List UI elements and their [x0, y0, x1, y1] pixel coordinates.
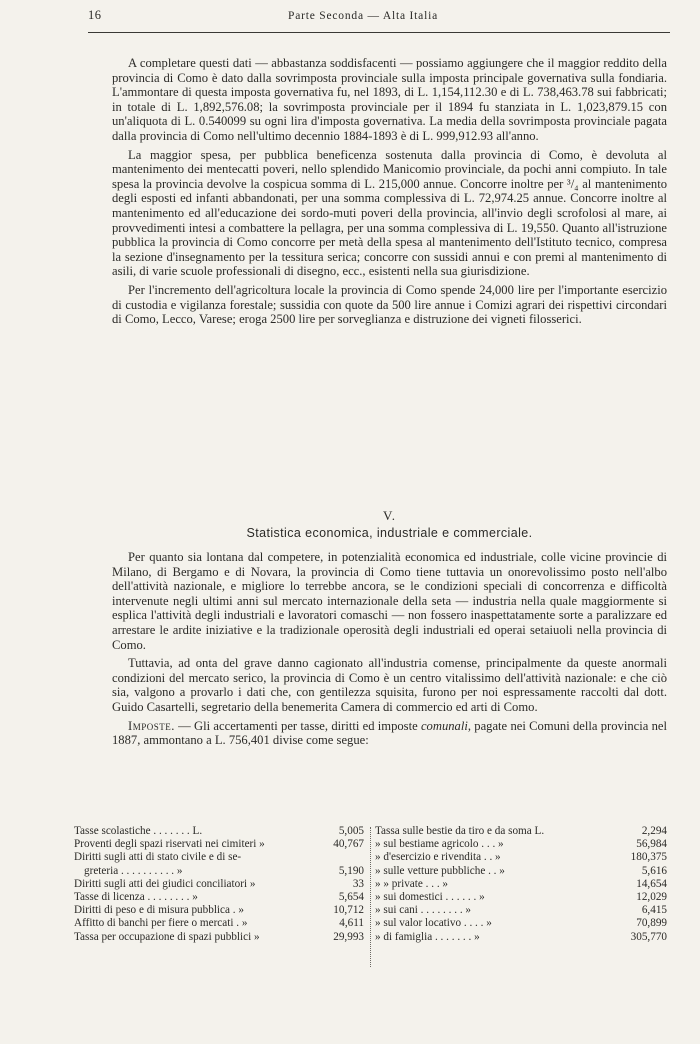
row-value: 305,770 — [630, 930, 667, 943]
imposte-text-before: — Gli accertamenti per tasse, diritti ed imposte — [174, 718, 421, 733]
row-label: » sul valor locativo . . . . » — [375, 917, 492, 930]
running-title: Parte Seconda — Alta Italia — [288, 10, 438, 22]
row-value: 33 — [352, 877, 364, 890]
row-label: Tasse scolastiche . . . . . . . L. — [74, 825, 203, 837]
table-row — [74, 878, 364, 891]
table-row — [74, 891, 364, 904]
row-value: 6,415 — [641, 904, 667, 917]
row-value: 40,767 — [333, 838, 364, 851]
table-row — [375, 904, 667, 917]
row-label: Diritti di peso e di misura pubblica . » — [74, 904, 244, 917]
section-title: Statistica economica, industriale e commerciale. — [246, 526, 533, 540]
row-value: 10,712 — [333, 904, 364, 917]
section-numeral: V. — [383, 508, 396, 523]
row-value: 14,654 — [636, 877, 667, 890]
row-label: » sui cani . . . . . . . . » — [375, 904, 472, 917]
taxes-table-right — [375, 825, 667, 944]
table-row — [74, 825, 364, 838]
imposte-text-after: , pagate nei Comuni della provincia nel 1887, ammontano a L. 756,401 divise come segue: — [112, 718, 667, 748]
paragraph: Per quanto sia lontana dal competere, in potenzialità economica ed industriale, colle vicine provincie di Milano, di Bergamo e di Novara, la provincia di Como tiene tuttavia un onorevolissimo posto nell'albo dell'attività nazionale, e migliore lo terrebbe ancora, se le condizioni speciali di concorrenza e difficoltà intervenute negli ultimi anni sul mercato internazionale della seta — industria nella quale maggiormente si esplica l'attività degli industriali e lavoratori comaschi — non fossero inaspettatamente sorte a paralizzare ed arrestare le ardite iniziative e la tradizionale operosità degli industriali ed operai setaiuoli nella provincia di Como. — [112, 550, 667, 652]
body-top — [112, 56, 667, 331]
row-label: » sui domestici . . . . . . » — [375, 890, 485, 903]
table-row — [375, 878, 667, 891]
table-row — [375, 865, 667, 878]
row-value: 29,993 — [333, 930, 364, 943]
row-value: 5,654 — [338, 890, 364, 903]
table-row — [74, 838, 364, 851]
table-row — [74, 865, 364, 878]
row-label: Affitto di banchi per fiere o mercati . » — [74, 917, 248, 930]
imposte-label: Imposte. — [128, 718, 175, 733]
row-label: Tassa per occupazione di spazi pubblici » — [74, 930, 260, 943]
row-value: 12,029 — [636, 890, 667, 903]
row-label: Diritti sugli atti di stato civile e di se- — [74, 851, 242, 864]
row-label: Proventi degli spazi riservati nei cimiteri » — [74, 838, 265, 851]
row-value: 5,005 — [338, 825, 364, 837]
row-label: » sul bestiame agricolo . . . » — [375, 838, 504, 851]
row-value: 4,611 — [339, 917, 364, 930]
row-label: » di famiglia . . . . . . . » — [375, 930, 480, 943]
row-label: Diritti sugli atti dei giudici conciliatori » — [74, 877, 256, 890]
table-divider — [370, 827, 372, 967]
row-label: » d'esercizio e rivendita . . » — [375, 851, 501, 864]
table-row — [375, 838, 667, 851]
table-row — [74, 931, 364, 944]
header-rule — [88, 32, 670, 33]
table-row — [74, 904, 364, 917]
paragraph: Tuttavia, ad onta del grave danno cagionato all'industria comense, principalmente da queste anormali condizioni del mercato serico, la provincia di Como è un centro vitalissimo dell'attività nazionale: e che ciò sia, valgono a provarlo i dati che, con gentilezza squisita, furono per noi espressamente raccolti dal dott. Guido Casartelli, segretario della benemerita Camera di commercio ed arti di Como. — [112, 656, 667, 714]
row-label: Tasse di licenza . . . . . . . . » — [74, 890, 198, 903]
row-value: 180,375 — [630, 851, 667, 864]
table-row — [375, 931, 667, 944]
row-value: 56,984 — [636, 838, 667, 851]
row-label: » sulle vetture pubbliche . . » — [375, 864, 505, 877]
paragraph: La maggior spesa, per pubblica beneficenza sostenuta dalla provincia di Como, è devoluta al mantenimento dei mentecatti poveri, nello splendido Manicomio provinciale, da pochi anni compiuto. In tale spesa la provincia devolve la cospicua somma di L. 215,000 annue. Concorre inoltre per ³/₄ al mantenimento degli esposti ed infanti abbandonati, per una somma complessiva di L. 72,974.25 annue. Concorre inoltre al mantenimento ed all'educazione dei sordo-muti poveri della provincia, all'invio degli scrofolosi al mare, ai provvedimenti intesi a combattere la pellagra, per una somma complessiva di L. 19,550. Quanto all'istruzione pubblica la provincia di Como concorre per metà della spesa al mantenimento dell'Istituto tecnico, compresa la sezione d'insegnamento per la tessitura serica; concorre con sussidi annui e con premi al mantenimento di asili, di varie scuole professionali di disegno, ecc., esistenti nella sua giurisdizione. — [112, 147, 667, 279]
row-value: 5,616 — [641, 864, 667, 877]
table-row — [375, 891, 667, 904]
imposte-emphasis: comunali — [420, 718, 468, 733]
page-header — [88, 6, 668, 28]
taxes-table-left — [74, 825, 364, 944]
row-value: 2,294 — [641, 825, 667, 837]
table-row — [74, 917, 364, 930]
row-value: 70,899 — [636, 917, 667, 930]
paragraph: Per l'incremento dell'agricoltura locale la provincia di Como spende 24,000 lire per l'importante esercizio di custodia e vigilanza forestale; sussidia con quote da 500 lire annue i Comizi agrari dei rispettivi circondari di Como, Lecco, Varese; eroga 2500 lire per sorveglianza e distruzione dei vigneti filosserici. — [112, 282, 667, 327]
row-value: 5,190 — [338, 864, 364, 877]
table-row — [375, 851, 667, 864]
row-label: Tassa sulle bestie da tiro e da soma L. — [375, 825, 545, 837]
row-label: » » private . . . » — [375, 877, 449, 890]
table-row — [74, 851, 364, 864]
body-bottom — [112, 550, 667, 752]
page-number: 16 — [88, 8, 102, 22]
table-row — [375, 825, 667, 838]
paragraph: A completare questi dati — abbastanza soddisfacenti — possiamo aggiungere che il maggior reddito della provincia di Como è dato dalla sovrimposta provinciale sulla imposta principale governativa sulla fondiaria. L'ammontare di questa imposta governativa fu, nel 1893, di L. 1,154,112.30 e di L. 738,463.78 sui fabbricati; in totale di L. 1,892,576.08; la sovrimposta provinciale per il 1894 fu stanziata in L. 1,023,879.15 con un'aliquota di L. 0.540099 su ogni lira d'imposta governativa. La media della sovrimposta provinciale pagata dalla provincia di Como nell'ultimo decennio 1884-1893 è di L. 999,912.93 all'anno. — [112, 56, 667, 143]
imposte-paragraph — [112, 719, 667, 748]
row-label: greteria . . . . . . . . . . » — [84, 864, 183, 877]
table-row — [375, 917, 667, 930]
